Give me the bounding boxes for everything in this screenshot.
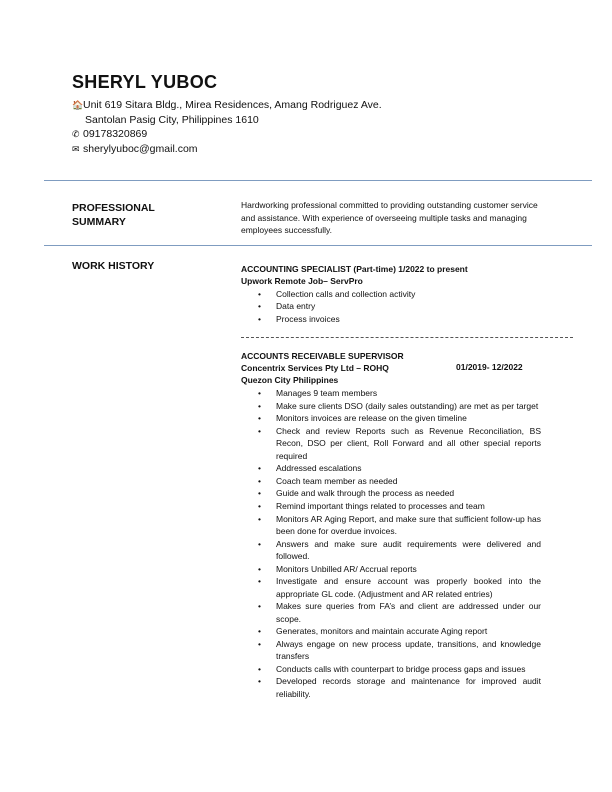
job1-title: ACCOUNTING SPECIALIST (Part-time) 1/2022 to present — [241, 264, 468, 274]
job-separator — [241, 337, 573, 338]
job2-location: Quezon City Philippines — [241, 375, 339, 385]
summary-heading-line2: SUMMARY — [72, 216, 126, 228]
list-item: • Data entry — [258, 300, 558, 312]
list-item: • Manages 9 team members — [258, 387, 541, 399]
list-item: • Remind important things related to processes and team — [258, 500, 541, 512]
home-icon: 🏠 — [72, 100, 84, 110]
phone-line — [72, 126, 147, 142]
list-item: • Monitors AR Aging Report, and make sure that sufficient follow-up has been done for overdue invoices. — [258, 513, 541, 538]
address-line-1 — [72, 97, 382, 113]
summary-heading — [72, 201, 192, 229]
email-line — [72, 141, 198, 157]
list-item: • Always engage on new process update, transitions, and knowledge transfers — [258, 638, 541, 663]
work-history-heading: WORK HISTORY — [72, 260, 155, 272]
list-item: • Coach team member as needed — [258, 475, 541, 487]
list-item: • Conducts calls with counterpart to bridge process gaps and issues — [258, 663, 541, 675]
list-item: • Check and review Reports such as Revenue Reconciliation, BS Recon, DSO per client, Roll Forward and all other special reports required — [258, 425, 541, 462]
list-item: • Generates, monitors and maintain accurate Aging report — [258, 625, 541, 637]
list-item: • Collection calls and collection activity — [258, 288, 558, 300]
email-text: sherylyuboc@gmail.com — [83, 143, 198, 155]
list-item: • Monitors invoices are release on the given timeline — [258, 412, 541, 424]
list-item: • Addressed escalations — [258, 462, 541, 474]
job1-bullets — [258, 288, 558, 325]
list-item: • Investigate and ensure account was properly booked into the appropriate GL code. (Adjustment and AR related entries) — [258, 575, 541, 600]
phone-icon: ✆ — [72, 129, 80, 139]
phone-text: 09178320869 — [83, 128, 148, 140]
candidate-name: SHERYL YUBOC — [72, 72, 218, 92]
job1-company: Upwork Remote Job– ServPro — [241, 276, 363, 286]
list-item: • Developed records storage and maintenance for improved audit reliability. — [258, 675, 541, 700]
job2-title: ACCOUNTS RECEIVABLE SUPERVISOR — [241, 351, 404, 361]
list-item: • Guide and walk through the process as needed — [258, 487, 541, 499]
job2-period: 01/2019- 12/2022 — [456, 362, 523, 372]
job2-bullets — [258, 387, 541, 700]
summary-text: Hardworking professional committed to providing outstanding customer service and assistance. With experience of overseeing multiple tasks and managing employees successfully. — [241, 200, 538, 235]
address-line-2: Santolan Pasig City, Philippines 1610 — [85, 114, 259, 126]
section-divider — [44, 180, 592, 181]
job2-company: Concentrix Services Pty Ltd – ROHQ — [241, 363, 389, 373]
address-text-1: Unit 619 Sitara Bldg., Mirea Residences, Amang Rodriguez Ave. — [83, 99, 382, 111]
list-item: • Answers and make sure audit requirements were delivered and followed. — [258, 538, 541, 563]
list-item: • Make sure clients DSO (daily sales outstanding) are met as per target — [258, 400, 541, 412]
section-divider — [44, 245, 592, 246]
summary-heading-line1: PROFESSIONAL — [72, 202, 155, 214]
list-item: • Process invoices — [258, 313, 558, 325]
email-icon: ✉ — [72, 144, 80, 154]
list-item: • Makes sure queries from FA’s and client are addressed under our scope. — [258, 600, 541, 625]
list-item: • Monitors Unbilled AR/ Accrual reports — [258, 563, 541, 575]
